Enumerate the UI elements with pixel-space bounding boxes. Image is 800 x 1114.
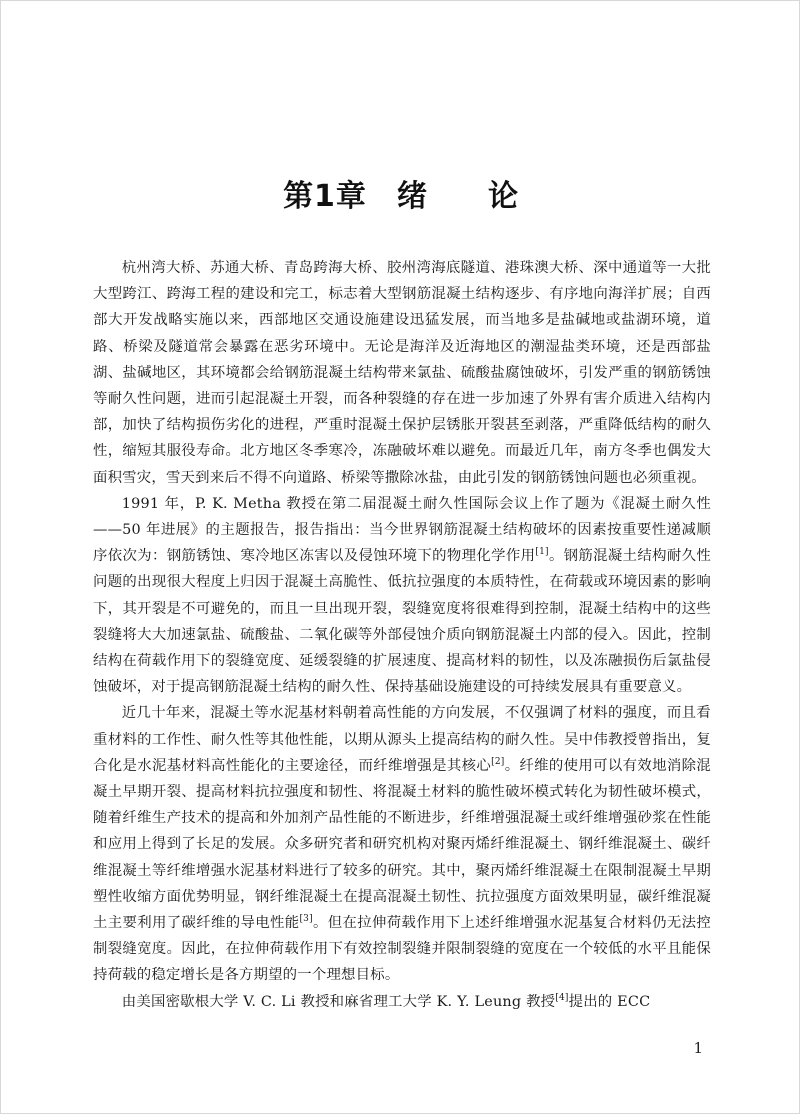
paragraph-text: 。但在拉伸荷载作用下上述纤维增强水泥基复合材料仍无法控制裂缝宽度。因此，在拉伸荷载作用下有效控制裂缝并限制裂缝的宽度在一个较低的水平且能保持荷载的稳定增长是各方期望的一个理想目标。 xyxy=(93,915,711,984)
paragraph-4 xyxy=(93,989,711,1015)
paragraph-2 xyxy=(93,491,711,701)
citation-ref: [3] xyxy=(299,914,313,925)
paragraph-text: 杭州湾大桥、苏通大桥、青岛跨海大桥、胶州湾海底隧道、港珠澳大桥、深中通道等一大批大型跨江、跨海工程的建设和完工，标志着大型钢筋混凝土结构逐步、有序地向海洋扩展；自西部大开发战略实施以来，西部地区交通设施建设迅猛发展，而当地多是盐碱地或盐湖环境，道路、桥梁及隧道常会暴露在恶劣环境中。无论是海洋及近海地区的潮湿盐类环境，还是西部盐湖、盐碱地区，其环境都会给钢筋混凝土结构带来氯盐、硫酸盐腐蚀破坏，引发严重的钢筋锈蚀等耐久性问题，进而引起混凝土开裂，而各种裂缝的存在进一步加速了外界有害介质进入结构内部，加快了结构损伤劣化的进程，严重时混凝土保护层锈胀开裂甚至剥落，严重降低结构的耐久性，缩短其服役寿命。北方地区冬季寒冷，冻融破坏难以避免。而最近几年，南方冬季也偶发大面积雪灾，雪天到来后不得不向道路、桥梁等撒除冰盐，由此引发的钢筋锈蚀问题也必须重视。 xyxy=(93,260,711,486)
chapter-title-part2: 论 xyxy=(487,179,519,214)
page-number: 1 xyxy=(693,1039,703,1057)
paragraph-text: 1991 年，P. K. Metha 教授在第二届混凝土耐久性国际会议上作了题为《混凝土耐久性——50 年进展》的主题报告，报告指出：当今世界钢筋混凝土结构破坏的因素按重要性递减顺序依次为：钢筋锈蚀、寒冷地区冻害以及侵蚀环境下的物理化学作用 xyxy=(93,495,711,565)
paragraph-text: 。纤维的使用可以有效地消除混凝土早期开裂、提高材料抗拉强度和韧性、将混凝土材料的脆性破坏模式转化为韧性破坏模式，随着纤维生产技术的提高和外加剂产品性能的不断进步，纤维增强混凝土或纤维增强砂浆在性能和应用上得到了长足的发展。众多研究者和研究机构对聚丙烯纤维混凝土、钢纤维混凝土、碳纤维混凝土等纤维增强水泥基材料进行了较多的研究。其中，聚丙烯纤维混凝土在限制混凝土早期塑性收缩方面优势明显，钢纤维混凝土在提高混凝土韧性、抗拉强度方面效果明显，碳纤维混凝土主要利用了碳纤维的导电性能 xyxy=(93,757,711,932)
citation-ref: [4] xyxy=(555,992,569,1003)
paragraph-text: 近几十年来，混凝土等水泥基材料朝着高性能的方向发展，不仅强调了材料的强度，而且看重材料的工作性、耐久性等其他性能，以期从源头上提高结构的耐久性。吴中伟教授曾指出，复合化是水泥基材料高性能化的主要途径，而纤维增强是其核心 xyxy=(93,705,711,774)
chapter-heading xyxy=(1,179,800,215)
chapter-body xyxy=(93,255,711,1015)
paragraph-text: 由美国密歇根大学 V. C. Li 教授和麻省理工大学 K. Y. Leung 教授 xyxy=(121,993,556,1010)
chapter-label: 第1章 xyxy=(283,179,367,214)
paragraph-1 xyxy=(93,255,711,491)
paragraph-text: 提出的 ECC xyxy=(568,993,651,1010)
citation-ref: [2] xyxy=(491,757,505,768)
paragraph-3 xyxy=(93,700,711,988)
citation-ref: [1] xyxy=(535,547,549,558)
paragraph-text: 。钢筋混凝土结构耐久性问题的出现很大程度上归因于混凝土高脆性、低抗拉强度的本质特性，在荷载或环境因素的影响下，其开裂是不可避免的，而且一旦出现开裂，裂缝宽度将很难得到控制，混凝土结构中的这些裂缝将大大加速氯盐、硫酸盐、二氧化碳等外部侵蚀介质向钢筋混凝土内部的侵入。因此，控制结构在荷载作用下的裂缝宽度、延缓裂缝的扩展速度、提高材料的韧性，以及冻融损伤后氯盐侵蚀破坏，对于提高钢筋混凝土结构的耐久性、保持基础设施建设的可持续发展具有重要意义。 xyxy=(93,548,711,696)
chapter-title-part1: 绪 xyxy=(396,179,428,214)
